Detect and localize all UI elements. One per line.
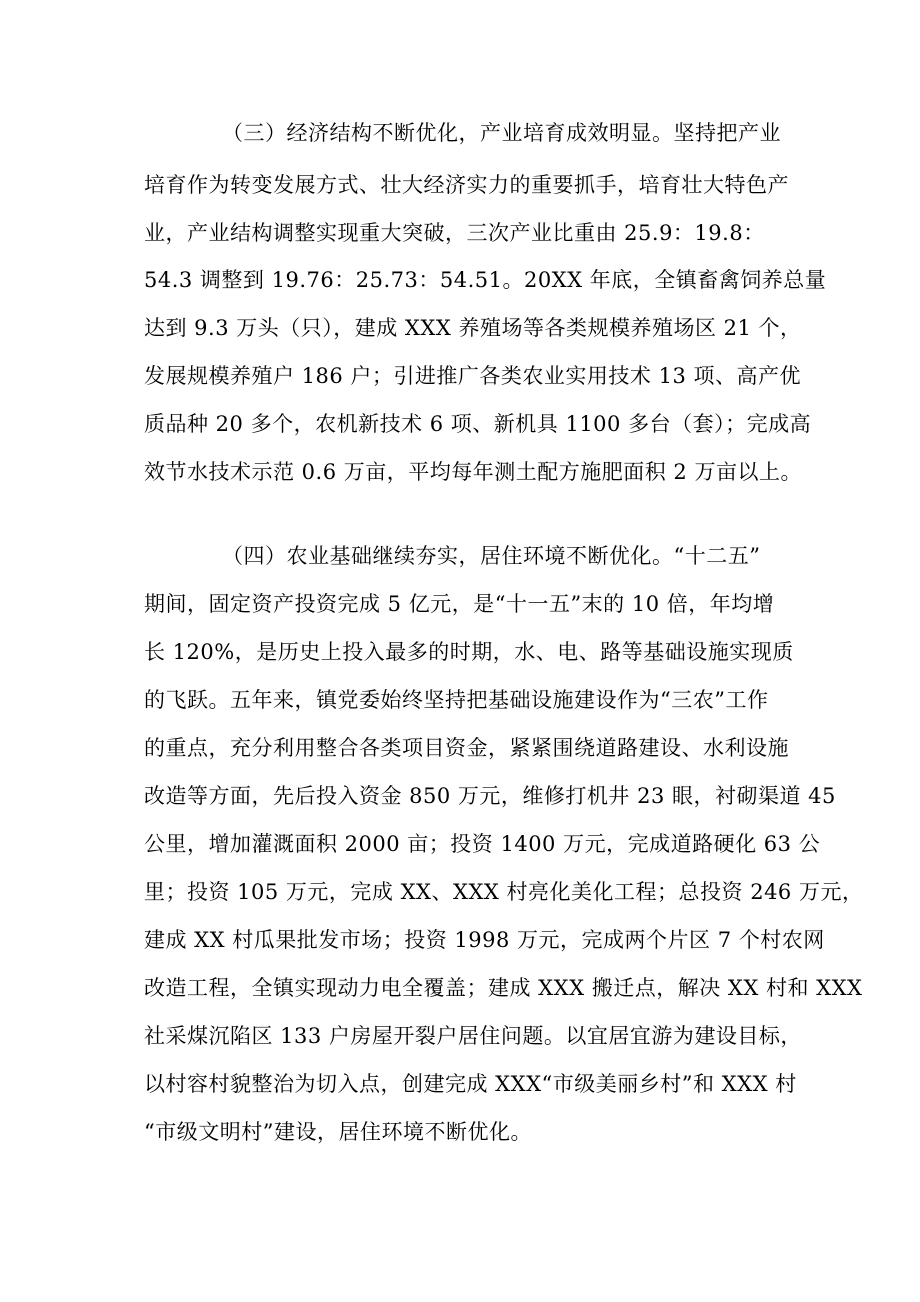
paragraph-line: “市级文明村”建设，居住环境不断优化。	[144, 1120, 532, 1144]
paragraph-line: 里；投资 105 万元，完成 XX、XXX 村亮化美化工程；总投资 246 万元，	[144, 880, 864, 904]
paragraph-line: 的重点，充分利用整合各类项目资金，紧紧围绕道路建设、水利设施	[144, 736, 789, 760]
paragraph-line: 达到 9.3 万头（只），建成 XXX 养殖场等各类规模养殖场区 21 个，	[144, 316, 802, 340]
paragraph-line: 培育作为转变发展方式、壮大经济实力的重要抓手，培育壮大特色产	[144, 173, 789, 197]
paragraph-line: 期间，固定资产投资完成 5 亿元，是“十一五”末的 10 倍，年均增	[144, 592, 775, 616]
paragraph-line: 社采煤沉陷区 133 户房屋开裂户居住问题。以宜居宜游为建设目标，	[144, 1024, 802, 1048]
paragraph-line: 质品种 20 多个，农机新技术 6 项、新机具 1100 多台（套）；完成高	[144, 412, 812, 436]
paragraph-line: 以村容村貌整治为切入点，创建完成 XXX“市级美丽乡村”和 XXX 村	[144, 1072, 797, 1096]
paragraph-line: 发展规模养殖户 186 户；引进推广各类农业实用技术 13 项、高产优	[144, 364, 802, 388]
paragraph-line: 的飞跃。五年来，镇党委始终坚持把基础设施建设作为“三农”工作	[144, 688, 769, 712]
paragraph-line: 公里，增加灌溉面积 2000 亩；投资 1400 万元，完成道路硬化 63 公	[144, 832, 821, 856]
paragraph-line: 建成 XX 村瓜果批发市场；投资 1998 万元，完成两个片区 7 个村农网	[144, 928, 825, 952]
paragraph-line: 改造等方面，先后投入资金 850 万元，维修打机井 23 眼，衬砌渠道 45	[144, 784, 836, 808]
paragraph-line: 长 120%，是历史上投入最多的时期，水、电、路等基础设施实现质	[144, 640, 794, 664]
paragraph-line: 效节水技术示范 0.6 万亩，平均每年测土配方施肥面积 2 万亩以上。	[144, 460, 802, 484]
paragraph-line: （三）经济结构不断优化，产业培育成效明显。坚持把产业	[222, 121, 781, 145]
paragraph-line: （四）农业基础继续夯实，居住环境不断优化。“十二五”	[222, 544, 761, 568]
paragraph-line: 54.3 调整到 19.76：25.73：54.51。20XX 年底，全镇畜禽饲养总量	[144, 268, 827, 292]
paragraph-line: 改造工程，全镇实现动力电全覆盖；建成 XXX 搬迁点，解决 XX 村和 XXX	[144, 976, 863, 1000]
paragraph-line: 业，产业结构调整实现重大突破，三次产业比重由 25.9：19.8：	[144, 221, 765, 245]
